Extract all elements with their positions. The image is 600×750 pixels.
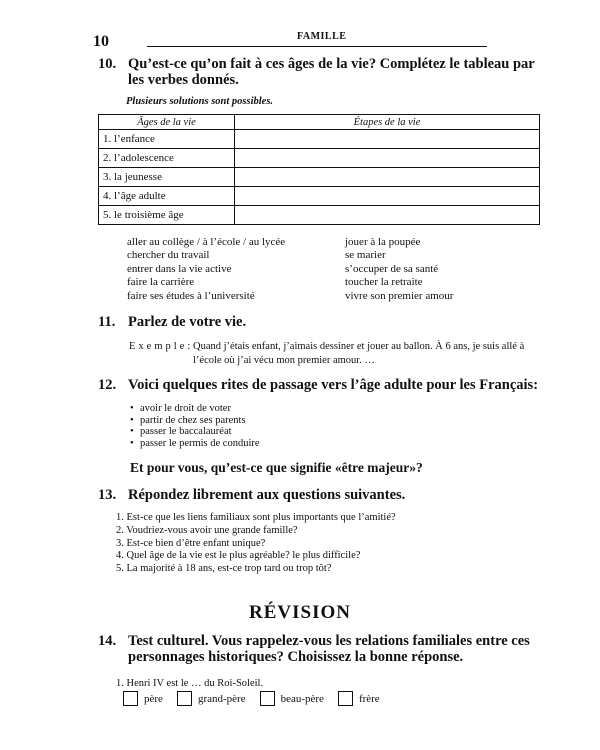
option-pere[interactable] bbox=[123, 691, 163, 706]
table-cell-answer[interactable] bbox=[235, 168, 540, 187]
q14-title: Test culturel. Vous rappelez-vous les relations familiales entre ces personnages historiques? Choisissez la bonne réponse. bbox=[128, 633, 530, 665]
list-item: 5. La majorité à 18 ans, est-ce trop tard ou trop tôt? bbox=[116, 563, 332, 575]
ages-table bbox=[98, 114, 540, 225]
q11-heading bbox=[98, 314, 246, 330]
q10-title: Qu’est-ce qu’on fait à ces âges de la vie? Complétez le tableau par les verbes donnés. bbox=[128, 56, 535, 88]
section-title: RÉVISION bbox=[249, 602, 351, 623]
table-row bbox=[99, 206, 540, 225]
verb-item: faire ses études à l’université bbox=[127, 289, 255, 302]
example-text: Quand j’étais enfant, j’aimais dessiner et jouer au ballon. À 6 ans, je suis allé à l’école où j’ai vécu mon premier amour. … bbox=[193, 341, 525, 366]
q13-title: Répondez librement aux questions suivantes. bbox=[128, 487, 406, 503]
table-cell-answer[interactable] bbox=[235, 130, 540, 149]
table-header-ages: Âges de la vie bbox=[99, 115, 235, 130]
q12-heading bbox=[98, 377, 548, 393]
table-cell-age: 3. la jeunesse bbox=[99, 168, 235, 187]
checkbox-icon[interactable] bbox=[338, 691, 353, 706]
verb-item: entrer dans la vie active bbox=[127, 262, 232, 275]
table-cell-answer[interactable] bbox=[235, 206, 540, 225]
q14-number: 14. bbox=[98, 633, 117, 649]
table-cell-age: 2. l’adolescence bbox=[99, 149, 235, 168]
q11-example bbox=[129, 340, 544, 368]
table-header-row bbox=[99, 115, 540, 130]
list-item: • passer le baccalauréat bbox=[130, 426, 260, 438]
list-item: 3. Est-ce bien d’être enfant unique? bbox=[116, 537, 266, 549]
running-head: FAMILLE bbox=[297, 31, 347, 42]
option-beau-pere[interactable] bbox=[260, 691, 324, 706]
verb-item: s’occuper de sa santé bbox=[345, 262, 439, 275]
q10-number: 10. bbox=[98, 56, 117, 72]
example-label: Exemple: bbox=[129, 341, 194, 352]
table-header-etapes: Étapes de la vie bbox=[235, 115, 540, 130]
verb-item: toucher la retraite bbox=[345, 276, 423, 289]
verb-item: se marier bbox=[345, 249, 386, 262]
verb-item: jouer à la poupée bbox=[345, 236, 421, 248]
table-row bbox=[99, 168, 540, 187]
checkbox-icon[interactable] bbox=[260, 691, 275, 706]
table-cell-age: 4. l’âge adulte bbox=[99, 187, 235, 206]
list-item: 2. Voudriez-vous avoir une grande famille? bbox=[116, 524, 298, 536]
q13-number: 13. bbox=[98, 487, 117, 503]
option-label: frère bbox=[358, 692, 380, 705]
verbs-right-list bbox=[345, 236, 453, 303]
q12-title: Voici quelques rites de passage vers l’âge adulte pour les Français: bbox=[128, 377, 539, 393]
list-item: • avoir le droit de voter bbox=[130, 403, 260, 415]
q11-number: 11. bbox=[98, 314, 116, 330]
table-cell-answer[interactable] bbox=[235, 187, 540, 206]
verbs-left-list bbox=[127, 236, 285, 303]
q10-note: Plusieurs solutions sont possibles. bbox=[126, 96, 274, 107]
q10-heading bbox=[98, 56, 544, 88]
table-cell-age: 5. le troisième âge bbox=[99, 206, 235, 225]
list-item: 4. Quel âge de la vie est le plus agréable? le plus difficile? bbox=[116, 550, 361, 562]
list-item: 1. Est-ce que les liens familiaux sont plus importants que l’amitié? bbox=[116, 512, 396, 523]
q11-title: Parlez de votre vie. bbox=[128, 314, 247, 330]
q13-heading bbox=[98, 487, 405, 503]
checkbox-icon[interactable] bbox=[123, 691, 138, 706]
q14-options bbox=[123, 691, 394, 706]
q13-list bbox=[116, 512, 396, 576]
q12-subquestion: Et pour vous, qu’est-ce que signifie «être majeur»? bbox=[130, 460, 423, 475]
verb-item: chercher du travail bbox=[127, 249, 210, 262]
list-item: • partir de chez ses parents bbox=[130, 415, 260, 427]
table-row bbox=[99, 149, 540, 168]
table-cell-age: 1. l’enfance bbox=[99, 130, 235, 149]
page-number: 10 bbox=[93, 33, 109, 50]
q12-number: 12. bbox=[98, 377, 117, 393]
option-label: grand-père bbox=[197, 692, 246, 705]
checkbox-icon[interactable] bbox=[177, 691, 192, 706]
q14-item-1: 1. Henri IV est le … du Roi-Soleil. bbox=[116, 678, 264, 689]
table-row bbox=[99, 130, 540, 149]
header-rule bbox=[147, 46, 487, 47]
verb-item: faire la carrière bbox=[127, 276, 195, 289]
option-label: père bbox=[144, 692, 163, 705]
table-cell-answer[interactable] bbox=[235, 149, 540, 168]
option-label: beau-père bbox=[280, 692, 324, 705]
option-frere[interactable] bbox=[338, 691, 380, 706]
table-row bbox=[99, 187, 540, 206]
q14-heading bbox=[98, 633, 544, 665]
list-item: • passer le permis de conduire bbox=[130, 438, 260, 450]
option-grand-pere[interactable] bbox=[177, 691, 246, 706]
verb-item: aller au collège / à l’école / au lycée bbox=[127, 236, 286, 248]
verb-item: vivre son premier amour bbox=[345, 289, 454, 302]
rites-list bbox=[130, 403, 260, 449]
